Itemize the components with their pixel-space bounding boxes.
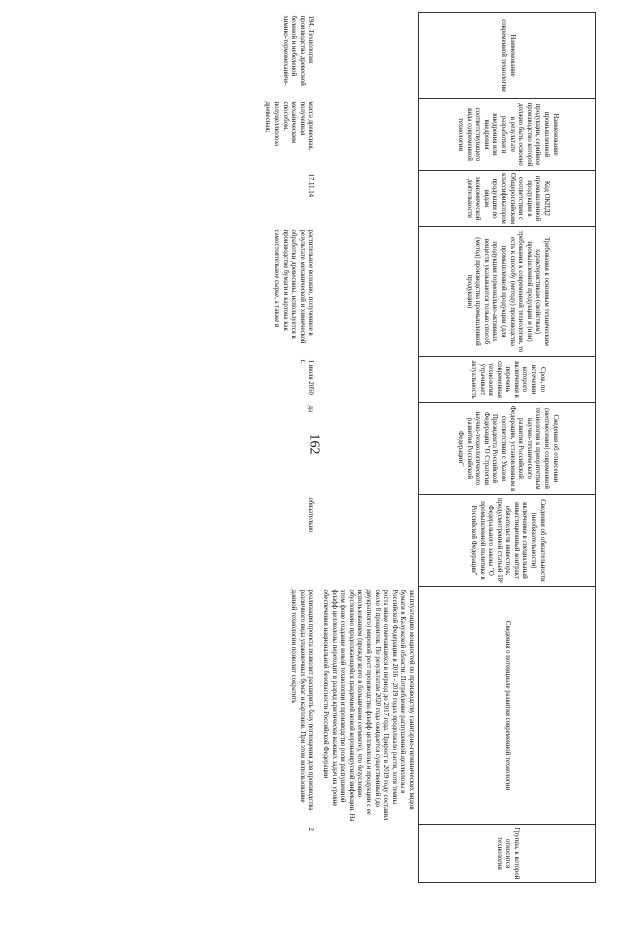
header-priority: Сведения об отнесении (неотнесении) современной технологии к приоритетным научно-технического развития Российской Федерации, установленным в соответствии с Указом Президента Российской Федерации "О Стратегии научно-технологического развития Российской Федерации" [419,403,596,495]
requirements: растительное волокно, полученное в результате механической и химической обработки древесины, используется в производстве бумаги и картона как самостоятельное сырье, а также в [273,229,315,344]
mandatory: обязательно [307,497,315,533]
page-number: 162 [306,433,322,455]
potential: реализация проекта позволит расширить базу поглощения для производства различного вида упаковочных бумаг и картонов. При этом использование данной технологии позволит сократить [290,589,315,811]
header-product-name: Наименование промышленной продукции, серийное производство которой должно быть освоено в результате разработки и внедрения или внедрения соответствующего вида современной технологии [419,99,596,171]
header-mandatory: Сведения об обязательности (необязательности) включения в специальный инвестиционный контракт обязательств инвестора, предусмотренной статьей 18¹ Федерального закона "О промышленной политике в Российской Федерации" [419,495,596,587]
potential-continued: эксплуатацию мощностей по производству санитарно-гигиенических видов бумаги в Калужской области. Потребление распушенной целлюлозы в Российской Федерации в 2016 - 2019 годах продолжало расти, хотя темпы роста ниже отмечавшихся в период до 2017 года. Прирост в 2019 году составил около 8 процентов. По результатам 2020 года ожидается существенный (до двукратного) мировой рост производства флафф целлюлозы и продукции с ее использованием (прежде всего в больничном сегменте), что безусловно обусловлено продолжающейся пандемией новой коронавирусной инфекции. На этом фоне создание новой технологии и производство роли распушенной флафф целлюлозы переходит в разряд критически важных задач на уровне обеспечения национальной безопасности Российской Федерации [322,589,415,822]
product-name: масса древесная, полученная механическим способом, полуцеллюлоза древесная; [264,101,315,151]
technology-name-text: Технология производства древесной беленой и небеленой химико-термомеханиче- [281,15,315,86]
header-term: Срок, по истечении которого включения в перечень современная технология утрачивает актуальность [419,357,596,403]
row-number: 194. [307,15,315,28]
okpd-code: 17.11.14 [307,173,315,198]
header-okpd-code: Код ОКПД2 промышленной продукции в соответствии с Общероссийским классификатором продукции по видам экономической деятельности [419,171,596,227]
header-potential: Сведения о потенциале развития современной технологии [419,587,596,825]
technology-name [260,13,318,99]
header-technology-name: Наименование современной технологии [419,13,596,99]
priority: да [307,405,315,412]
rotated-sheet [16,12,596,892]
term: 1 июля 2050 г. [298,359,315,395]
header-requirements: Требования к основным техническим характеристикам (свойствам) промышленной продукции и (или) требования к современной технологии, то есть к способу (методу) производства промышленной продукции (для продукции гормонально-активных веществ указываются только способ (метод) производства промышленной продукции) [419,227,596,357]
header-group: Группа, к которой относится технология [419,825,596,883]
header-row [419,13,596,883]
group: 2 [307,827,315,831]
table-row-continuation [317,13,418,883]
table-row [260,13,318,883]
technology-table [260,12,596,883]
